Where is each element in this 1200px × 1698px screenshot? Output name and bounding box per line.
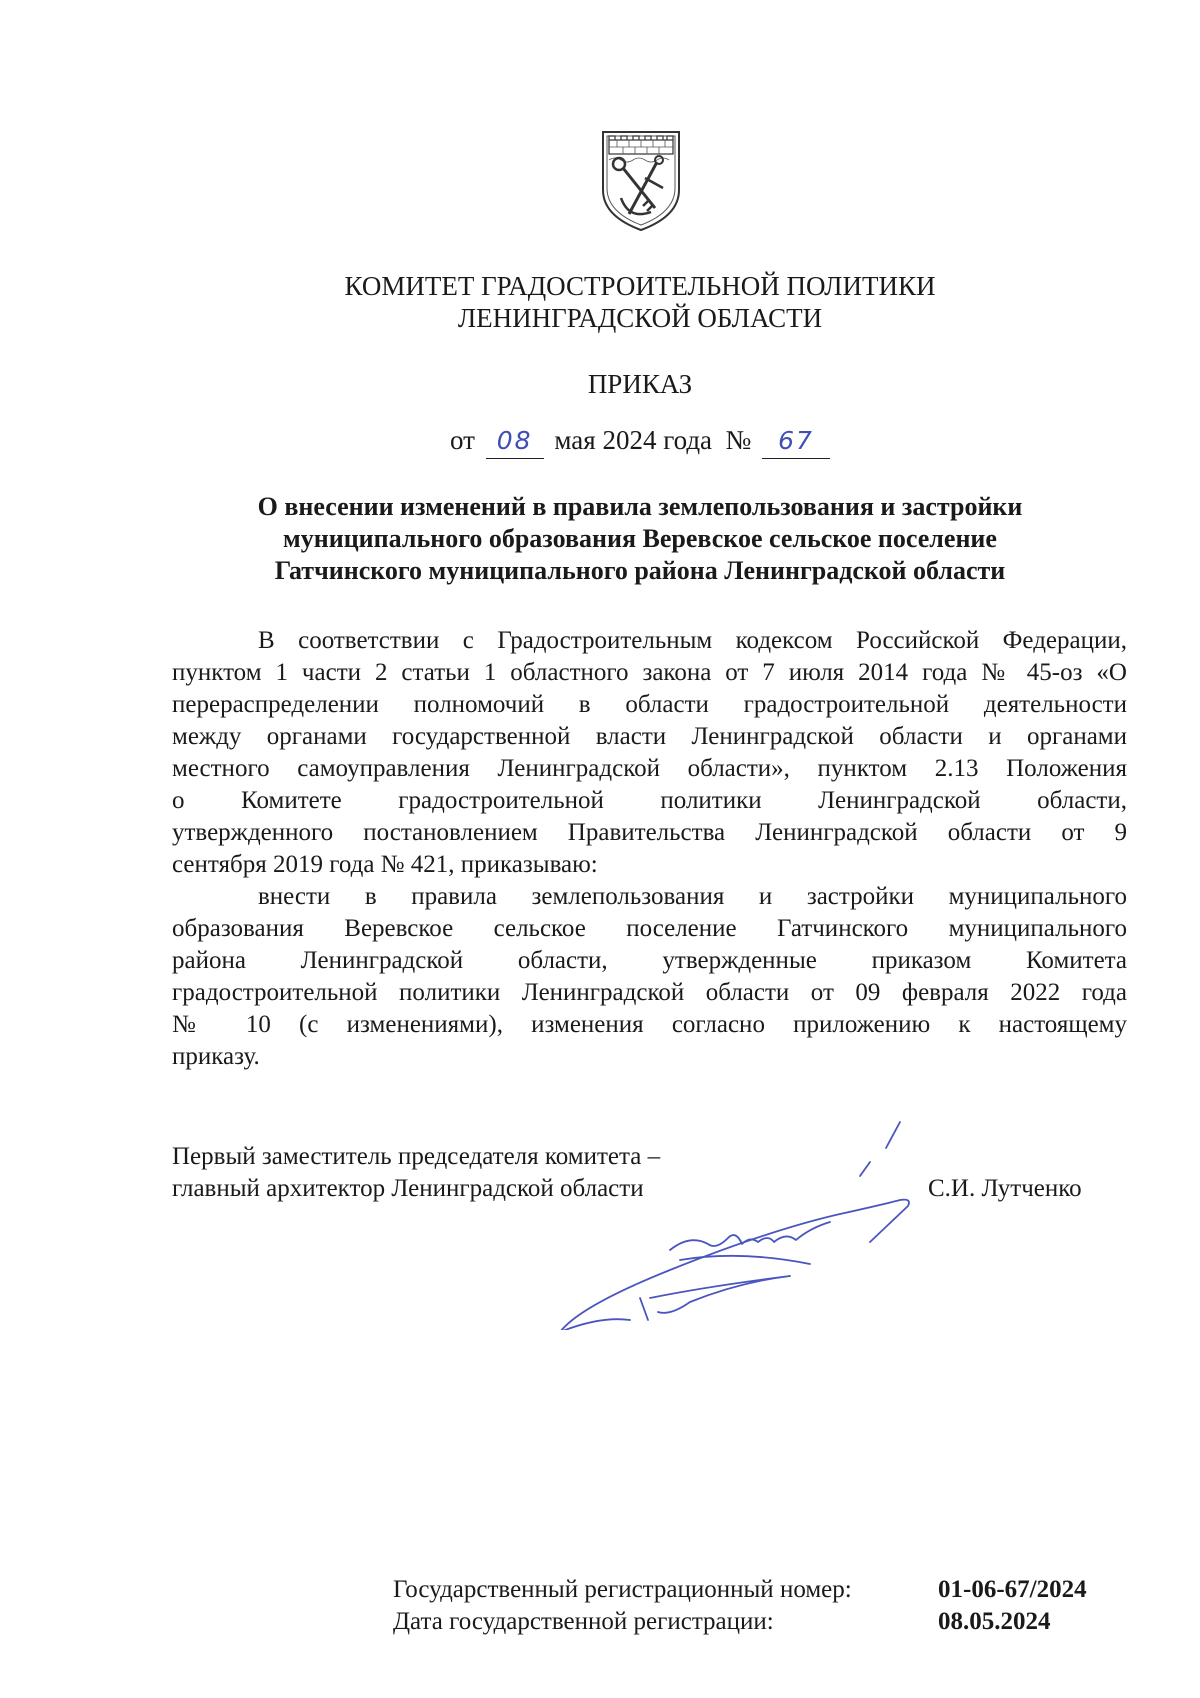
coat-of-arms-icon [599,128,683,234]
body-line: образования Веревское сельское поселение Гатчинского муниципального [172,915,1127,942]
body-line: между органами государственной власти Ленинградской области и органами [172,723,1127,750]
document-type: ПРИКАЗ [587,369,693,399]
body-line: пунктом 1 части 2 статьи 1 областного закона от 7 июля 2014 года № 45-оз «О [172,659,1127,686]
handwritten-number: 67 [778,426,814,455]
organization-name-line-1: КОМИТЕТ ГРАДОСТРОИТЕЛЬНОЙ ПОЛИТИКИ [344,271,936,301]
handwritten-day: 08 [496,426,533,455]
body-line: о Комитете градостроительной политики Ленинградской области, [172,787,1127,814]
body-line: градостроительной политики Ленинградской области от 09 февраля 2022 года [172,979,1127,1006]
organization-name-line-2: ЛЕНИНГРАДСКОЙ ОБЛАСТИ [457,303,823,333]
signatory-name: С.И. Лутченко [928,1175,1082,1202]
order-title-line-1: О внесении изменений в правила землепользования и застройки [257,492,1023,521]
body-line: № 10 (с изменениями), изменения согласно приложению к настоящему [172,1011,1127,1038]
date-number-line [200,423,1080,459]
number-sign: № [725,425,752,455]
date-prefix: от [449,425,475,455]
registration-number-label: Государственный регистрационный номер: [393,1576,852,1603]
body-line: перераспределении полномочий в области градостроительной деятельности [172,691,1127,718]
body-line: приказу. [172,1043,260,1070]
order-title-line-3: Гатчинского муниципального района Ленинградской области [274,556,1006,585]
body-line: внести в правила землепользования и застройки муниципального [258,883,1127,910]
date-day-field [486,423,544,459]
registration-date-value: 08.05.2024 [938,1608,1051,1635]
signatory-position-line-1: Первый заместитель председателя комитета – [172,1143,661,1170]
handwritten-signature [540,1110,960,1330]
body-line: сентября 2019 года № 421, приказываю: [172,851,598,878]
body-line: района Ленинградской области, утвержденные приказом Комитета [172,947,1127,974]
registration-number-value: 01-06-67/2024 [938,1576,1087,1603]
registration-date-label: Дата государственной регистрации: [393,1608,774,1635]
order-title-line-2: муниципального образования Веревское сельское поселение [283,524,997,553]
date-month-year: мая 2024 года [554,425,713,455]
document-number-field [762,423,830,459]
body-line: утвержденного постановлением Правительства Ленинградской области от 9 [172,819,1127,846]
body-line: местного самоуправления Ленинградской области», пунктом 2.13 Положения [172,755,1127,782]
body-line: В соответствии с Градостроительным кодексом Российской Федерации, [258,627,1127,654]
signatory-position-line-2: главный архитектор Ленинградской области [172,1175,644,1202]
